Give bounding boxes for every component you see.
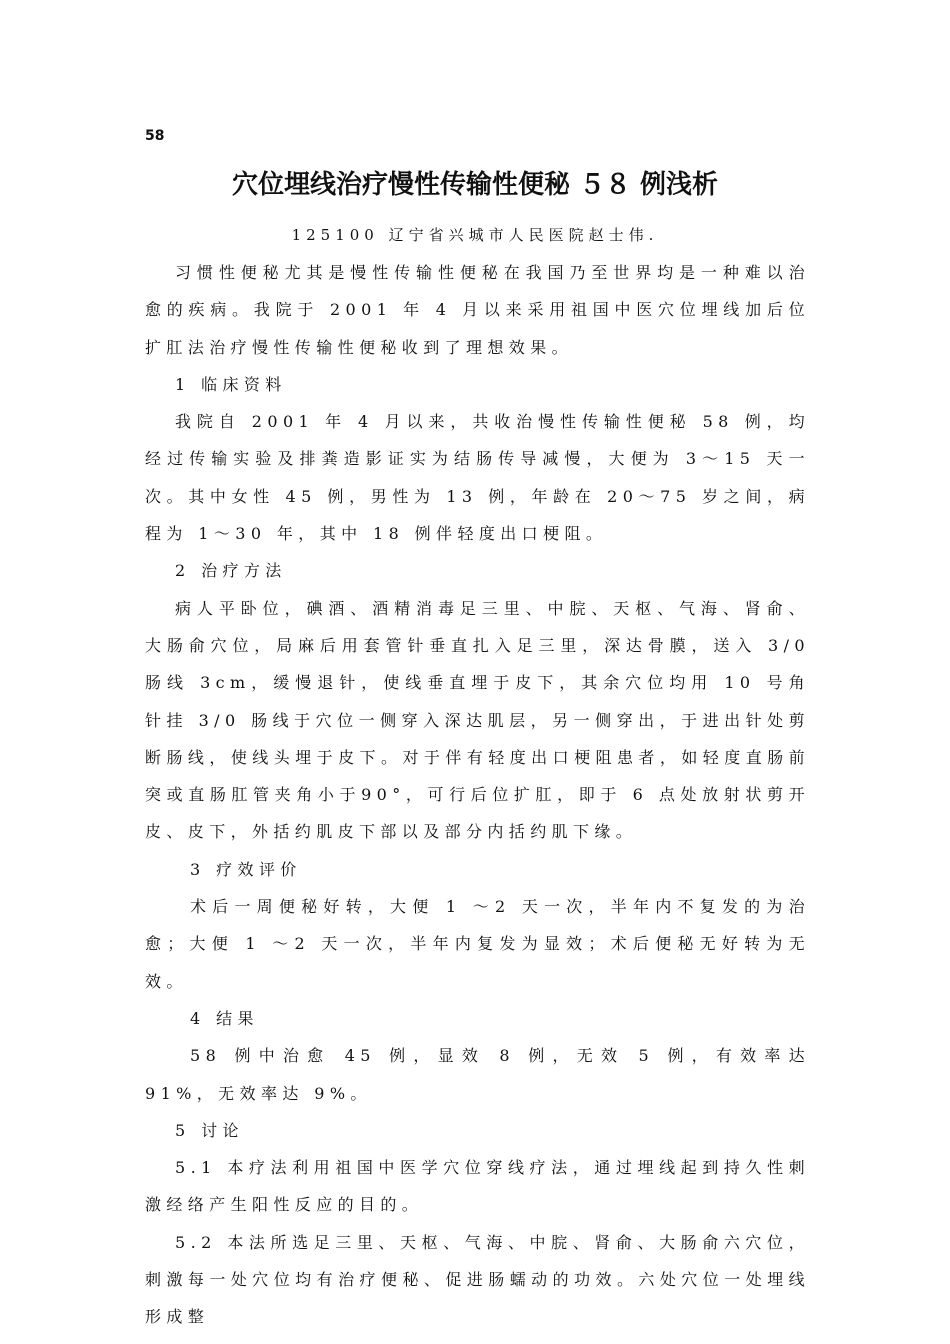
paragraph-method: 病人平卧位，碘酒、酒精消毒足三里、中脘、天枢、气海、肾俞、大肠俞穴位，局麻后用套管针垂直扎入足三里，深达骨膜，送入 3/0 肠线 3cm，缓慢退针，使线垂直埋于皮下，其余穴位均用 10 号角针挂 3/0 肠线于穴位一侧穿入深达肌层，另一侧穿出，于进出针处剪断肠线，使线头埋于皮下。对于伴有轻度出口梗阻患者，如轻度直肠前突或直肠肛管夹角小于90°，可行后位扩肛，即于 6 点处放射状剪开皮、皮下，外括约肌皮下部以及部分内括约肌下缘。 xyxy=(145,598,810,842)
article-body xyxy=(145,254,810,1336)
intro-paragraph: 习惯性便秘尤其是慢性传输性便秘在我国乃至世界均是一种难以治愈的疾病。我院于 2001 年 4 月以来采用祖国中医穴位埋线加后位扩肛法治疗慢性传输性便秘收到了理想效果。 xyxy=(145,263,810,357)
paragraph-evaluation: 术后一周便秘好转，大便 1 ～2 天一次，半年内不复发的为治愈；大便 1 ～2 天一次，半年内复发为显效；术后便秘无好转为无效。 xyxy=(145,897,810,991)
section-heading-discussion: 5 讨论 xyxy=(175,1120,244,1140)
section-heading-method: 2 治疗方法 xyxy=(175,561,287,581)
page-number: 58 xyxy=(145,128,165,144)
paragraph-results: 58 例中治愈 45 例，显效 8 例，无效 5 例，有效率达 91%，无效率达 9%。 xyxy=(145,1046,810,1103)
section-heading-evaluation: 3 疗效评价 xyxy=(190,859,302,879)
paragraph-discussion-2: 5.2 本法所选足三里、天枢、气海、中脘、肾俞、大肠俞六穴位，刺激每一处穴位均有治疗便秘、促进肠蠕动的功效。六处穴位一处埋线形成整 xyxy=(145,1232,810,1327)
paragraph-discussion-1: 5.1 本疗法利用祖国中医学穴位穿线疗法，通过埋线起到持久性刺激经络产生阳性反应的目的。 xyxy=(145,1158,810,1215)
article-title: 穴位埋线治疗慢性传输性便秘 ５８ 例浅析 xyxy=(231,170,719,200)
author-affiliation: 125100 辽宁省兴城市人民医院赵士伟. xyxy=(291,226,659,244)
section-heading-clinical: 1 临床资料 xyxy=(175,374,287,394)
paragraph-clinical: 我院自 2001 年 4 月以来，共收治慢性传输性便秘 58 例，均经过传输实验及排粪造影证实为结肠传导减慢，大便为 3～15 天一次。其中女性 45 例，男性为 13 例，年龄在 20～75 岁之间，病程为 1～30 年，其中 18 例伴轻度出口梗阻。 xyxy=(145,412,810,544)
section-heading-results: 4 结果 xyxy=(190,1008,259,1028)
